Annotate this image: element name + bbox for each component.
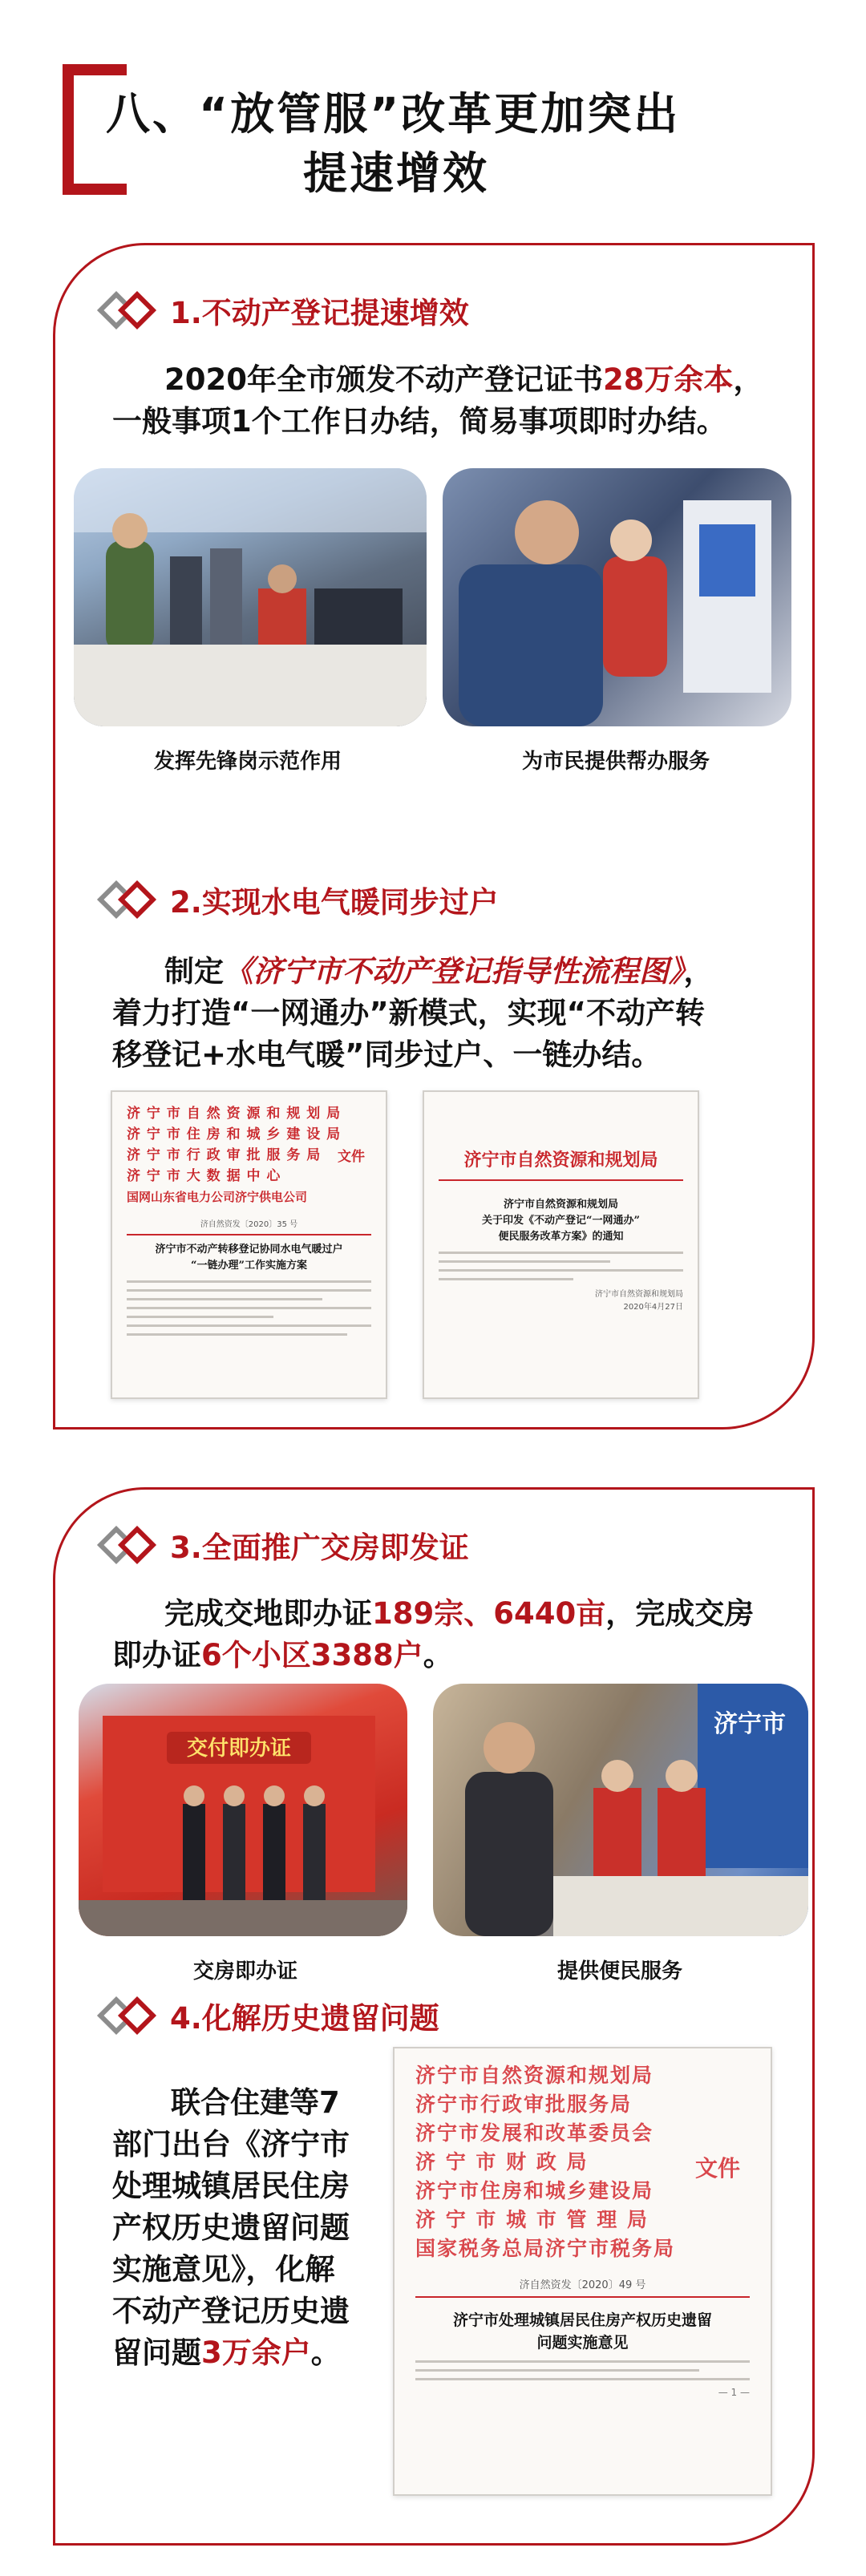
section2-para-line3: 移登记+水电气暖”同步过户、一链办结。 <box>112 1037 662 1072</box>
section1-title: 1.不动产登记提速增效 <box>170 296 469 330</box>
section4-para-l7: 留问题3万余户。 <box>112 2335 341 2370</box>
diamond-bullet-icon <box>99 882 159 917</box>
photo-help-service <box>443 468 791 726</box>
section4-para-l3: 处理城镇居民住房 <box>112 2169 350 2203</box>
photo-service-counter <box>74 468 427 726</box>
section4-para-l5: 实施意见》，化解 <box>112 2252 335 2287</box>
diamond-bullet-icon <box>99 1998 159 2033</box>
photo-delivery-certificate <box>79 1684 407 1936</box>
section4-para-l6: 不动产登记历史遗 <box>112 2294 350 2328</box>
section1-heading <box>99 289 469 332</box>
section2-heading <box>99 878 499 921</box>
caption-photo3: 交房即办证 <box>193 1959 298 1984</box>
document-scan-implementation-plan: 济 宁 市 自 然 资 源 和 规 划 局 济 宁 市 住 房 和 城 乡 建 设 局 济 宁 市 行 政 审 批 服 务 局 济 宁 市 大 数 据 中 心 国网山东省电力公司济宁供电公司 文件 济自然资发〔2020〕35 号 济宁市不动产转移登记协同水电气暖过户 “一链办理”工作实施方案 <box>111 1090 387 1399</box>
page-title-line2: 提速增效 <box>303 148 490 199</box>
diamond-bullet-icon <box>99 293 159 328</box>
sign-text: 济宁市 <box>714 1710 786 1738</box>
section3-para-line2: 即办证6个小区3388户。 <box>112 1638 453 1672</box>
document-scan-implementation-opinions: 济宁市自然资源和规划局 济宁市行政审批服务局 济宁市发展和改革委员会 济 宁 市 财 政 局 济宁市住房和城乡建设局 济 宁 市 城 市 管 理 局 国家税务总局济宁市税务局 文件 济自然资发〔2020〕49 号 济宁市处理城镇居民住房产权历史遗留 问题实施意见 — 1 — <box>393 2047 772 2496</box>
section4-para-l2: 部门出台《济宁市 <box>112 2127 350 2161</box>
section2-para-line1: 制定《济宁市不动产登记指导性流程图》， <box>164 954 714 989</box>
section3-heading <box>99 1523 469 1567</box>
section4-para-l4: 产权历史遗留问题 <box>112 2210 350 2245</box>
photo-convenience-service <box>433 1684 808 1936</box>
document-scan-notice: 济宁市自然资源和规划局 济宁市自然资源和规划局 关于印发《不动产登记“一网通办” 便民服务改革方案》的通知 济宁市自然资源和规划局 2020年4月27日 <box>423 1090 699 1399</box>
page-title-line1: 八、“放管服”改革更加突出 <box>106 88 681 140</box>
section4-title: 4.化解历史遗留问题 <box>170 2001 439 2036</box>
caption-photo2: 为市民提供帮办服务 <box>522 750 710 774</box>
caption-photo4: 提供便民服务 <box>557 1959 683 1984</box>
caption-photo1: 发挥先锋岗示范作用 <box>154 750 342 774</box>
banner-text: 交付即办证 <box>186 1737 292 1761</box>
section2-para-line2: 着力打造“一网通办”新模式，实现“不动产转 <box>112 996 705 1030</box>
section1-para-line2: 一般事项1个工作日办结，简易事项即时办结。 <box>112 404 726 439</box>
section4-heading <box>99 1994 439 2037</box>
section3-title: 3.全面推广交房即发证 <box>170 1531 469 1565</box>
section3-para-line1: 完成交地即办证189宗、6440亩，完成交房 <box>164 1596 755 1631</box>
diamond-bullet-icon <box>99 1527 159 1563</box>
section1-para-line1: 2020年全市颁发不动产登记证书28万余本， <box>164 362 763 397</box>
section4-para-l1: 联合住建等7 <box>171 2085 340 2120</box>
section2-title: 2.实现水电气暖同步过户 <box>170 885 499 920</box>
